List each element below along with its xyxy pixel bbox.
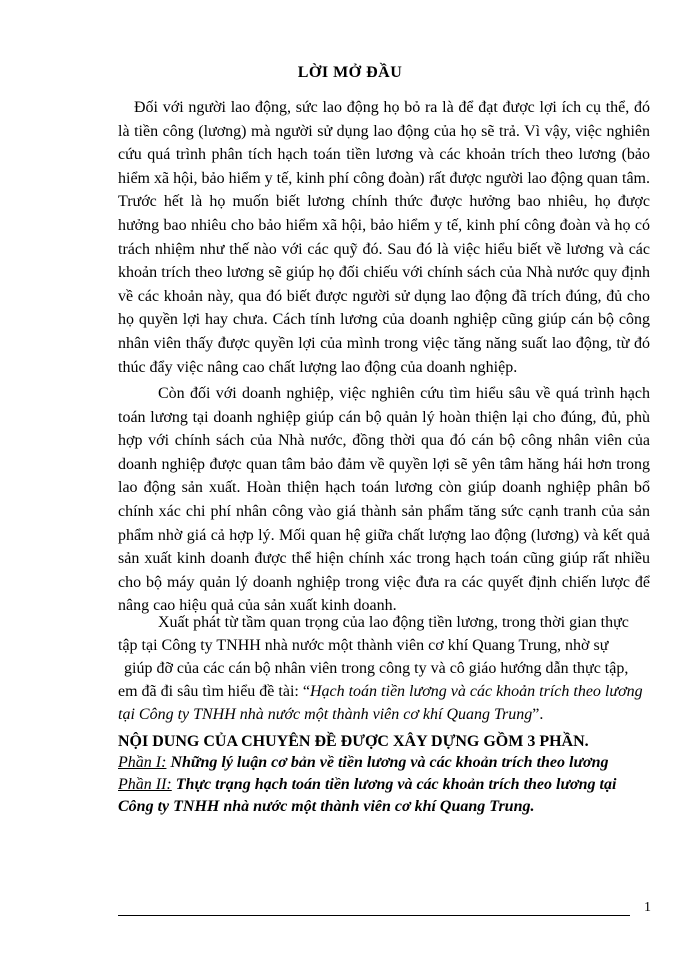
- part-2-continued: Công ty TNHH nhà nước một thành viên cơ khí Quang Trung.: [118, 798, 535, 815]
- paragraph-line: tập tại Công ty TNHH nhà nước một thành viên cơ khí Quang Trung, nhờ sự: [118, 637, 609, 654]
- page-number: 1: [644, 900, 651, 915]
- paragraph-line: [118, 680, 650, 726]
- footer-rule: [118, 915, 630, 916]
- part-1-text: Những lý luận cơ bản về tiền lương và các khoản trích theo lương: [166, 754, 609, 771]
- section-heading: NỘI DUNG CỦA CHUYÊN ĐỀ ĐƯỢC XÂY DỰNG GỒM 3 PHẦN.: [118, 733, 589, 750]
- paragraph-text: Còn đối với doanh nghiệp, việc nghiên cứu tìm hiểu sâu về quá trình hạch toán lương tại doanh nghiệp giúp cán bộ quản lý hoàn thiện lại cho đúng, đủ, phù hợp với chính sách của Nhà nước, đồng thời qua đó cán bộ công nhân viên của doanh nghiệp được quan tâm bảo đảm về quyền lợi sẽ yên tâm hăng hái hơn trong lao động sản xuất. Hoàn thiện hạch toán lương còn giúp doanh nghiệp phân bổ chính xác chi phí nhân công vào giá thành sản phẩm tăng sức cạnh tranh của sản phẩm nhờ giá cả hợp lý. Mối quan hệ giữa chất lượng lao động (lương) và kết quả sản xuất kinh doanh được thể hiện chính xác trong hạch toán cũng giúp rất nhiều cho bộ máy quản lý doanh nghiệp trong việc đưa ra các quyết định chiến lược để nâng cao hiệu quả của sản xuất kinh doanh.: [118, 385, 650, 615]
- part-2-label: Phần II:: [118, 776, 172, 793]
- paragraph-text: Đối với người lao động, sức lao động họ bỏ ra là để đạt được lợi ích cụ thể, đó là tiền công (lương) mà người sử dụng lao động của họ sẽ trả. Vì vậy, việc nghiên cứu quá trình phân tích hạch toán tiền lương và các khoản trích theo lương (bảo hiểm xã hội, bảo hiểm y tế, kinh phí công đoàn) rất được người lao động quan tâm. Trước hết là họ muốn biết lương chính thức được hưởng bao nhiêu, họ được hưởng bao nhiêu cho bảo hiểm xã hội, bảo hiểm y tế, kinh phí công đoàn và họ có trách nhiệm như thế nào với các quỹ đó. Sau đó là việc hiểu biết về lương và các khoản trích theo lương sẽ giúp họ đối chiếu với chính sách của Nhà nước quy định về các khoản này, qua đó biết được người sử dụng lao động đã trích đúng, đủ cho họ quyền lợi hay chưa. Cách tính lương của doanh nghiệp cũng giúp cán bộ công nhân viên thấy được quyền lợi của mình trong việc tăng năng suất lao động, từ đó thúc đẩy việc nâng cao chất lượng lao động của doanh nghiệp.: [118, 99, 650, 376]
- paragraph-line: Xuất phát từ tầm quan trọng của lao động tiền lương, trong thời gian thực: [158, 614, 629, 631]
- intro-paragraph-2: [118, 382, 650, 618]
- part-2-text: Thực trạng hạch toán tiền lương và các khoản trích theo lương tại: [171, 776, 617, 793]
- topic-title: Hạch toán tiền lương và các khoản trích theo lương tại Công ty TNHH nhà nước một thành viên cơ khí Quang Trung: [118, 683, 643, 723]
- intro-paragraph-3: [118, 611, 650, 726]
- page-title: LỜI MỞ ĐẦU: [297, 64, 403, 81]
- part-1: [118, 752, 650, 774]
- topic-lead: em đã đi sâu tìm hiểu đề tài: “: [118, 683, 310, 700]
- topic-close: ”.: [532, 706, 544, 723]
- paragraph-line: giúp đỡ của các cán bộ nhân viên trong công ty và cô giáo hướng dẫn thực tập,: [124, 660, 629, 677]
- intro-paragraph-1: [118, 96, 650, 379]
- part-2: [118, 774, 650, 796]
- part-1-label: Phần I:: [118, 754, 167, 771]
